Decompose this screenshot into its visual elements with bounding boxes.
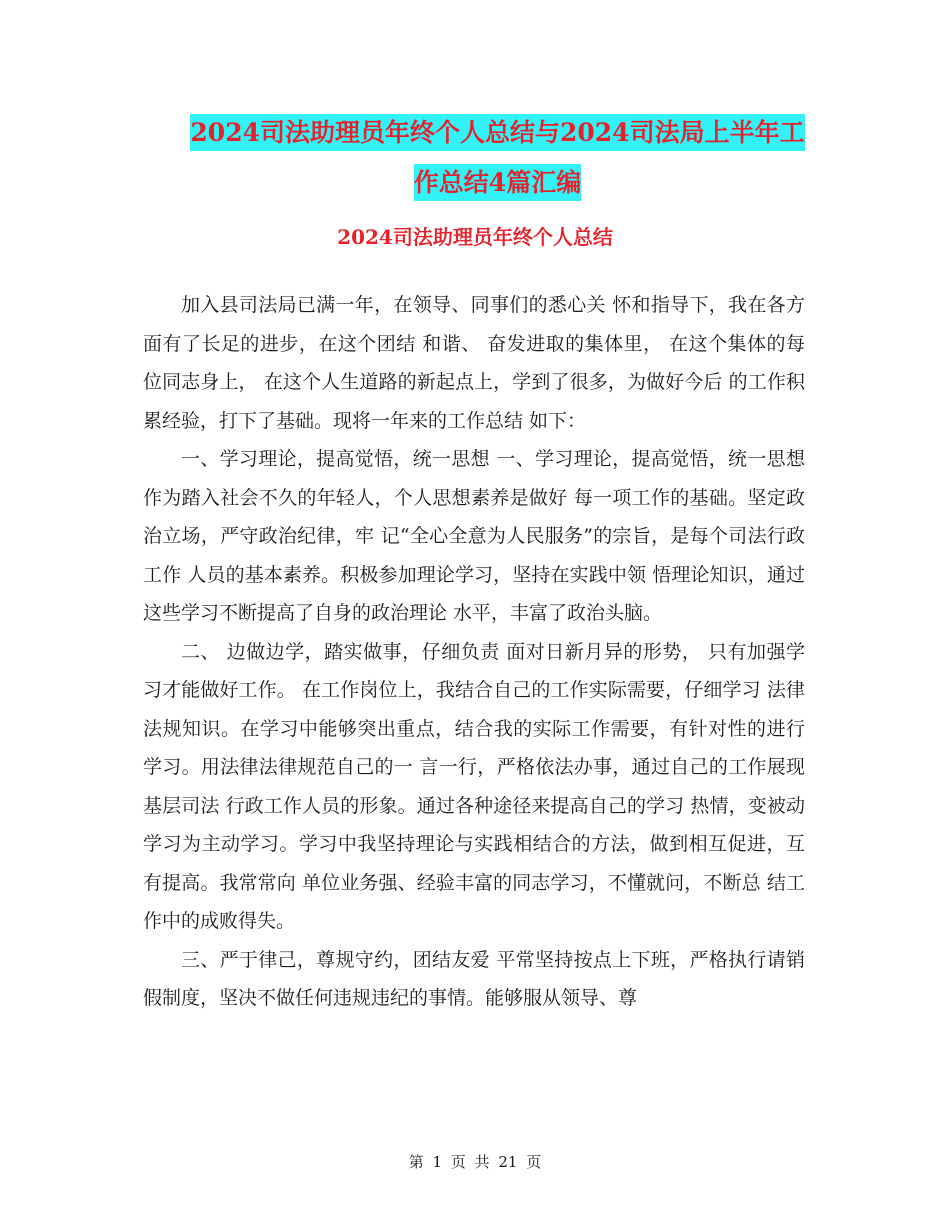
paragraph-learn-by-doing: 二、 边做边学，踏实做事，仔细负责 面对日新月异的形势， 只有加强学习才能做好工作。 在工作岗位上，我结合自己的工作实际需要，仔细学习 法律法规知识。在学习中能够突出重点，结合我的实际工作需要，有针对性的进行学习。用法律法律规范自己的一 言一行，严格依法办事，通过自己的工作展现基层司法 行政工作人员的形象。通过各种途径来提高自己的学习 热情，变被动学习为主动学习。学习中我坚持理论与实践相结合的方法，做到相互促进，互有提高。我常常向 单位业务强、经验丰富的同志学习，不懂就问，不断总 结工作中的成败得失。 <box>143 640 805 932</box>
paragraph-self-discipline: 三、严于律己，尊规守约，团结友爱 平常坚持按点上下班，严格执行请销假制度，坚决不做任何违规违纪的事情。能够服从领导、尊 <box>143 948 805 1009</box>
document-body <box>143 286 805 1018</box>
paragraph-intro: 加入县司法局已满一年，在领导、同事们的悉心关 怀和指导下，我在各方面有了长足的进步，在这个团结 和谐、 奋发进取的集体里， 在这个集体的每位同志身上， 在这个人生道路的新起点上，学到了很多，为做好今后 的工作积累经验，打下了基础。现将一年来的工作总结 如下： <box>143 294 805 432</box>
document-title <box>140 108 855 208</box>
paragraph-study-theory: 一、学习理论，提高觉悟，统一思想 一、学习理论，提高觉悟，统一思想 作为踏入社会不久的年轻人，个人思想素养是做好 每一项工作的基础。坚定政治立场，严守政治纪律，牢 记“全心全意为人民服务”的宗旨，是每个司法行政工作 人员的基本素养。积极参加理论学习，坚持在实践中领 悟理论知识，通过这些学习不断提高了自身的政治理论 水平，丰富了政治头脑。 <box>143 448 805 624</box>
page-footer: 第 1 页 共 21 页 <box>408 1153 542 1171</box>
document-title-line-1: 2024司法助理员年终个人总结与2024司法局上半年工 <box>190 114 804 151</box>
section-title: 2024司法助理员年终个人总结 <box>337 225 613 249</box>
document-title-line-2: 作总结4篇汇编 <box>414 164 581 201</box>
